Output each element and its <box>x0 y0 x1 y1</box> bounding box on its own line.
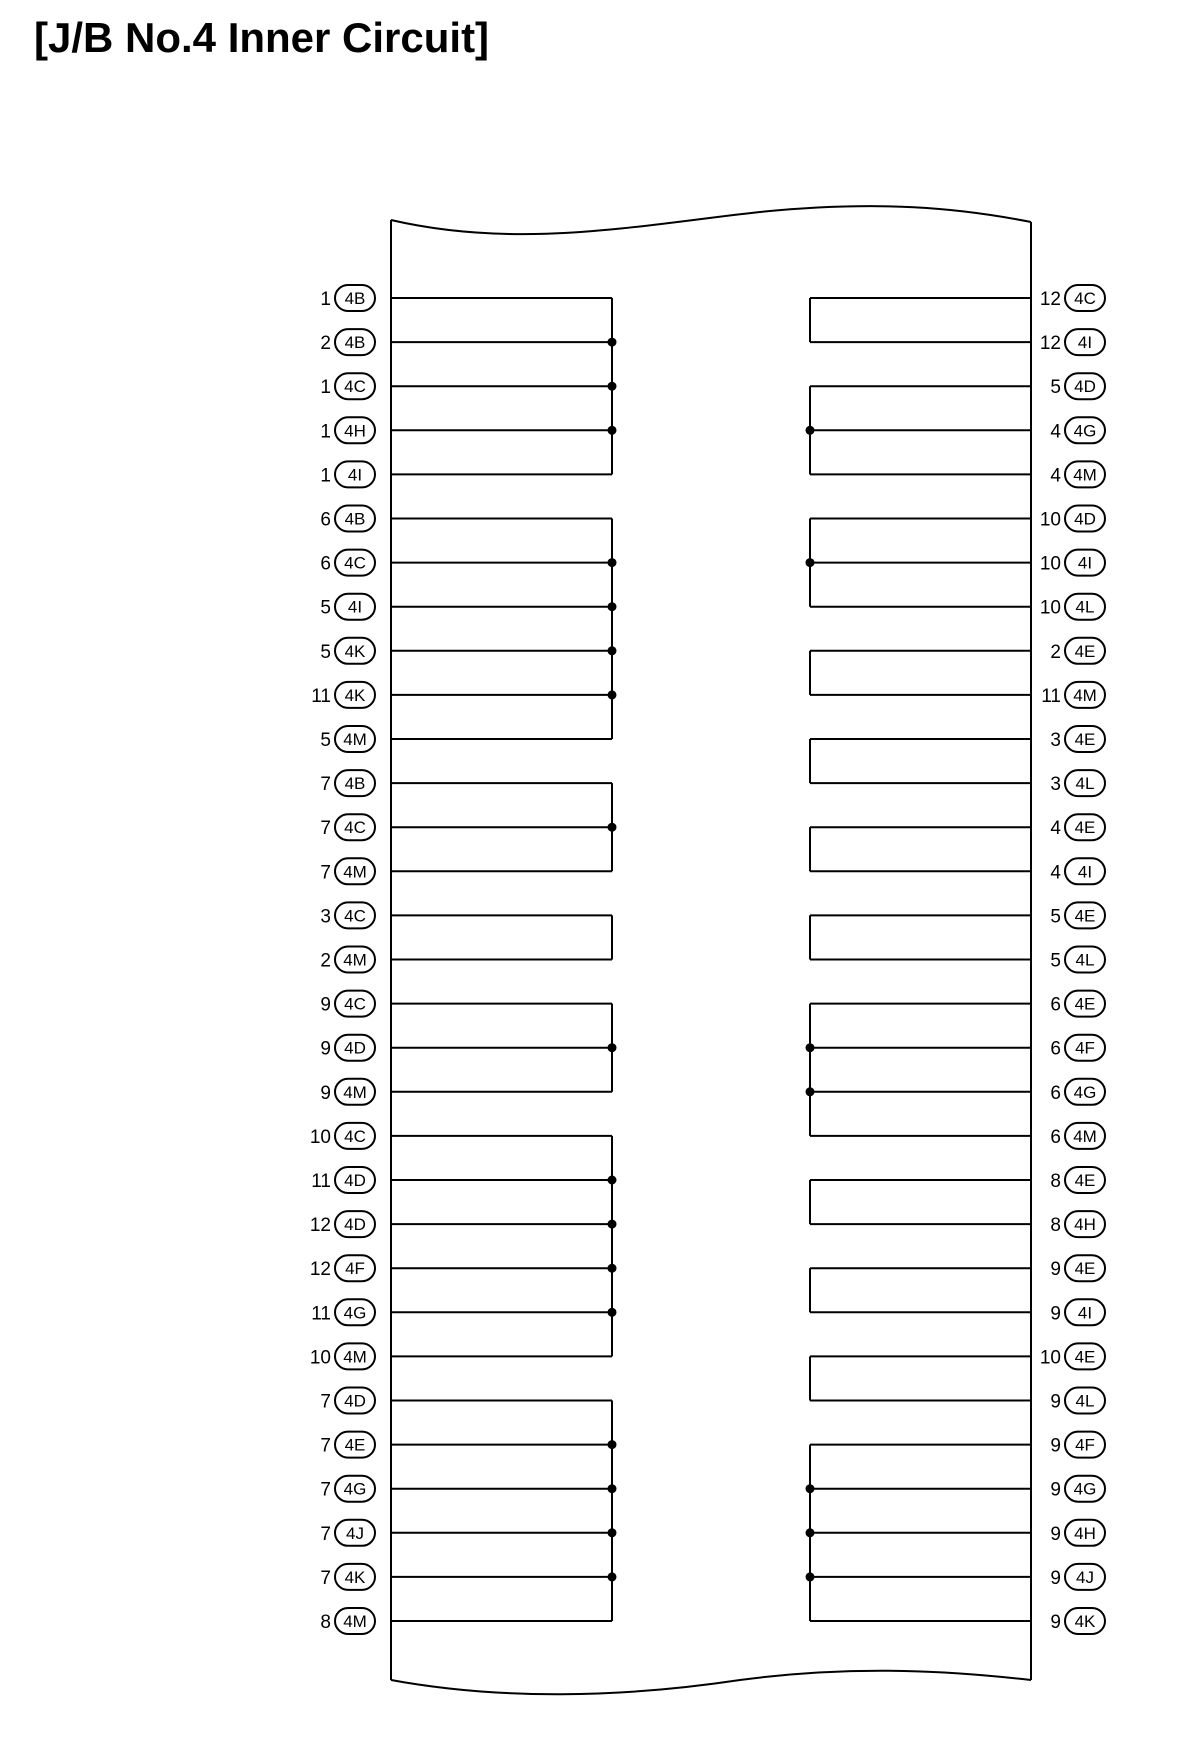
connector-code: 4D <box>1074 509 1096 529</box>
pin-number: 11 <box>1041 685 1061 707</box>
left-pin-label <box>310 1211 375 1237</box>
connector-code: 4D <box>344 1038 366 1058</box>
pin-number: 4 <box>1050 818 1061 840</box>
connector-code: 4J <box>346 1523 364 1543</box>
right-pin-label <box>1050 1608 1105 1634</box>
right-pin-label <box>1040 329 1105 355</box>
connector-code: 4C <box>344 553 366 573</box>
connector-code: 4I <box>1077 333 1093 353</box>
connector-code: 4I <box>1077 1303 1093 1323</box>
left-pin-label <box>311 1167 375 1193</box>
pin-number: 11 <box>311 685 331 707</box>
pin-number: 5 <box>1050 906 1061 928</box>
left-pin-label <box>320 1520 375 1546</box>
pin-number: 3 <box>320 906 331 928</box>
pin-number: 8 <box>1050 1171 1061 1192</box>
connector-code: 4G <box>343 1303 367 1323</box>
right-pin-label <box>1040 506 1105 532</box>
left-junction-dot <box>608 1484 617 1493</box>
connector-code: 4C <box>344 1126 366 1146</box>
pin-number: 1 <box>320 289 331 310</box>
pin-number: 10 <box>309 1126 331 1148</box>
pin-number: 6 <box>1050 1038 1061 1060</box>
connector-code: 4G <box>1073 421 1097 441</box>
left-pin-label <box>320 594 375 620</box>
right-pin-label <box>1050 1167 1105 1193</box>
right-pin-label <box>1050 814 1105 840</box>
pin-number: 6 <box>1050 1126 1061 1148</box>
right-pin-label <box>1050 902 1105 928</box>
connector-code: 4E <box>1074 818 1096 838</box>
outline-bottom-edge <box>391 1671 1031 1694</box>
connector-code: 4E <box>1074 994 1096 1014</box>
pin-number: 8 <box>320 1612 331 1633</box>
pin-number: 10 <box>1039 553 1061 575</box>
right-pin-label <box>1040 594 1105 620</box>
right-pin-label <box>1050 1476 1105 1502</box>
pin-number: 7 <box>320 1391 331 1413</box>
pin-number: 5 <box>320 641 331 663</box>
pin-number: 6 <box>320 509 331 531</box>
right-junction-dot <box>806 1572 815 1581</box>
pin-number: 9 <box>1050 1259 1061 1281</box>
pin-number: 9 <box>1050 1435 1061 1457</box>
connector-code: 4G <box>343 1479 367 1499</box>
right-pin-label <box>1050 638 1105 664</box>
right-pin-label <box>1040 285 1105 311</box>
right-pin-label <box>1050 1299 1105 1325</box>
right-pin-label <box>1050 726 1105 752</box>
connector-code: 4B <box>344 774 366 794</box>
left-pin-label <box>320 814 375 840</box>
left-pin-label <box>320 1432 375 1458</box>
left-pin-label <box>311 682 375 708</box>
connector-code: 4M <box>343 1612 367 1631</box>
connector-code: 4E <box>1074 641 1096 661</box>
connector-code: 4H <box>1074 1523 1096 1543</box>
left-pin-label <box>320 947 375 973</box>
pin-number: 2 <box>320 950 331 972</box>
left-pin-label <box>320 1608 375 1634</box>
pin-number: 9 <box>1050 1303 1061 1325</box>
left-pin-label <box>320 1079 375 1105</box>
left-pin-label <box>320 1476 375 1502</box>
right-pin-label <box>1050 1079 1105 1105</box>
connector-code: 4F <box>1075 1435 1095 1455</box>
left-junction-dot <box>608 1308 617 1317</box>
left-junction-dot <box>608 646 617 655</box>
left-pin-label <box>310 1123 375 1149</box>
pin-number: 4 <box>1050 465 1061 487</box>
connector-code: 4C <box>344 906 366 926</box>
left-junction-dot <box>608 602 617 611</box>
pin-number: 5 <box>320 730 331 751</box>
pin-number: 11 <box>311 1303 331 1325</box>
left-junction-dot <box>608 1043 617 1052</box>
right-pin-label <box>1050 417 1105 443</box>
left-pin-label <box>320 1035 375 1061</box>
connector-code: 4E <box>1074 1347 1096 1367</box>
left-pin-label <box>320 858 375 884</box>
connector-code: 4E <box>1074 730 1096 749</box>
page-title: [J/B No.4 Inner Circuit] <box>34 14 490 61</box>
connector-code: 4K <box>344 1567 366 1587</box>
connector-code: 4M <box>1073 1126 1097 1146</box>
connector-code: 4C <box>344 818 366 838</box>
pin-number: 4 <box>1050 862 1061 884</box>
connector-code: 4H <box>1074 1215 1096 1235</box>
connector-code: 4B <box>344 333 366 353</box>
left-junction-dot <box>608 426 617 435</box>
pin-number: 2 <box>320 333 331 355</box>
pin-number: 2 <box>1050 641 1061 663</box>
pin-number: 9 <box>320 994 331 1016</box>
right-pin-label <box>1050 1520 1105 1546</box>
pin-number: 1 <box>320 377 331 399</box>
right-pin-label <box>1040 550 1105 576</box>
pin-number: 7 <box>320 862 331 884</box>
left-pin-label <box>311 1299 375 1325</box>
pin-number: 10 <box>1039 1347 1061 1369</box>
left-pin-label <box>310 1343 375 1369</box>
connector-code: 4K <box>344 685 366 705</box>
connector-code: 4G <box>1073 1082 1097 1102</box>
connector-code: 4C <box>344 994 366 1014</box>
connector-code: 4M <box>343 950 367 970</box>
connector-code: 4M <box>343 862 367 882</box>
connector-code: 4M <box>343 730 367 749</box>
pin-number: 9 <box>1050 1479 1061 1501</box>
pin-number: 12 <box>1039 333 1061 355</box>
connector-code: 4G <box>1073 1479 1097 1499</box>
left-pin-label <box>320 902 375 928</box>
pin-number: 7 <box>320 774 331 796</box>
right-pin-label <box>1050 1211 1105 1237</box>
pin-number: 12 <box>1039 289 1061 310</box>
pin-number: 6 <box>1050 1082 1061 1104</box>
pin-number: 5 <box>1050 377 1061 399</box>
left-junction-dot <box>608 1176 617 1185</box>
right-pin-label <box>1050 858 1105 884</box>
connector-code: 4C <box>344 377 366 397</box>
right-pin-label <box>1050 1123 1105 1149</box>
pin-number: 7 <box>320 1567 331 1589</box>
left-pin-label <box>320 285 375 311</box>
right-pin-label <box>1050 1564 1105 1590</box>
right-junction-dot <box>806 1043 815 1052</box>
connector-code: 4I <box>347 597 363 617</box>
left-pin-label <box>320 726 375 752</box>
pin-number: 6 <box>320 553 331 575</box>
right-pin-label <box>1050 373 1105 399</box>
pin-number: 10 <box>1039 509 1061 531</box>
pin-number: 3 <box>1050 774 1061 796</box>
connector-code: 4J <box>1076 1567 1094 1587</box>
pin-number: 10 <box>309 1347 331 1369</box>
right-junction-dot <box>806 1484 815 1493</box>
connector-code: 4B <box>344 289 366 308</box>
left-pin-label <box>320 461 375 487</box>
connector-code: 4E <box>344 1435 366 1455</box>
connector-code: 4D <box>1074 377 1096 397</box>
left-pin-label <box>320 506 375 532</box>
left-pin-label <box>320 417 375 443</box>
left-pin-label <box>320 373 375 399</box>
pin-number: 4 <box>1050 421 1061 443</box>
connector-code: 4F <box>1075 1038 1095 1058</box>
connector-code: 4I <box>1077 553 1093 573</box>
right-pin-label <box>1050 461 1105 487</box>
right-pin-label <box>1041 682 1105 708</box>
pin-number: 8 <box>1050 1215 1061 1237</box>
left-pin-label <box>320 550 375 576</box>
left-junction-dot <box>608 1440 617 1449</box>
left-pin-label <box>320 991 375 1017</box>
pin-number: 7 <box>320 1479 331 1501</box>
left-pin-label <box>320 770 375 796</box>
pin-number: 9 <box>1050 1523 1061 1545</box>
connector-code: 4D <box>344 1391 366 1411</box>
pin-number: 7 <box>320 1435 331 1457</box>
connector-code: 4M <box>1073 685 1097 705</box>
left-junction-dot <box>608 558 617 567</box>
pin-number: 9 <box>1050 1567 1061 1589</box>
pin-number: 9 <box>320 1038 331 1060</box>
outline-top-edge <box>391 206 1031 234</box>
connector-code: 4I <box>1077 862 1093 882</box>
right-junction-dot <box>806 426 815 435</box>
connector-code: 4F <box>345 1259 365 1279</box>
connector-code: 4C <box>1074 289 1096 308</box>
connector-code: 4E <box>1074 906 1096 926</box>
connector-code: 4L <box>1075 774 1095 794</box>
pin-number: 1 <box>320 421 331 443</box>
left-junction-dot <box>608 382 617 391</box>
pin-number: 9 <box>1050 1612 1061 1633</box>
connector-code: 4L <box>1075 597 1095 617</box>
left-pin-label <box>320 329 375 355</box>
left-pin-label <box>320 638 375 664</box>
left-pin-label <box>320 1564 375 1590</box>
circuit-wires <box>391 298 1031 1621</box>
left-junction-dot <box>608 690 617 699</box>
left-junction-dot <box>608 1264 617 1273</box>
connector-code: 4K <box>344 641 366 661</box>
connector-code: 4L <box>1075 950 1095 970</box>
pin-number: 7 <box>320 818 331 840</box>
right-pin-label <box>1050 1388 1105 1414</box>
right-pin-label <box>1050 991 1105 1017</box>
left-pin-label <box>320 1388 375 1414</box>
pin-number: 3 <box>1050 730 1061 751</box>
left-junction-dot <box>608 338 617 347</box>
pin-number: 11 <box>311 1171 331 1192</box>
connector-code: 4M <box>343 1082 367 1102</box>
connector-code: 4H <box>344 421 366 441</box>
right-junction-dot <box>806 1087 815 1096</box>
left-pin-label <box>310 1255 375 1281</box>
pin-number: 12 <box>309 1215 331 1237</box>
connector-code: 4E <box>1074 1171 1096 1190</box>
connector-code: 4L <box>1075 1391 1095 1411</box>
left-junction-dot <box>608 1220 617 1229</box>
right-junction-dot <box>806 1528 815 1537</box>
right-pin-label <box>1050 947 1105 973</box>
pin-number: 7 <box>320 1523 331 1545</box>
connector-code: 4M <box>1073 465 1097 485</box>
pin-number: 10 <box>1039 597 1061 619</box>
left-junction-dot <box>608 823 617 832</box>
left-junction-dot <box>608 1572 617 1581</box>
pin-number: 5 <box>320 597 331 619</box>
connector-code: 4D <box>344 1215 366 1235</box>
right-pin-label <box>1050 1432 1105 1458</box>
connector-code: 4K <box>1074 1612 1096 1631</box>
right-pin-label <box>1050 1035 1105 1061</box>
connector-code: 4E <box>1074 1259 1096 1279</box>
right-junction-dot <box>806 558 815 567</box>
connector-code: 4M <box>343 1347 367 1367</box>
connector-code: 4D <box>344 1171 366 1190</box>
pin-number: 9 <box>320 1082 331 1104</box>
pin-number: 12 <box>309 1259 331 1281</box>
right-pin-label <box>1040 1343 1105 1369</box>
pin-number: 1 <box>320 465 331 487</box>
right-pin-label <box>1050 1255 1105 1281</box>
left-junction-dot <box>608 1528 617 1537</box>
connector-code: 4B <box>344 509 366 529</box>
pin-number: 9 <box>1050 1391 1061 1413</box>
connector-code: 4I <box>347 465 363 485</box>
pin-number: 5 <box>1050 950 1061 972</box>
right-pin-label <box>1050 770 1105 796</box>
pin-number: 6 <box>1050 994 1061 1016</box>
